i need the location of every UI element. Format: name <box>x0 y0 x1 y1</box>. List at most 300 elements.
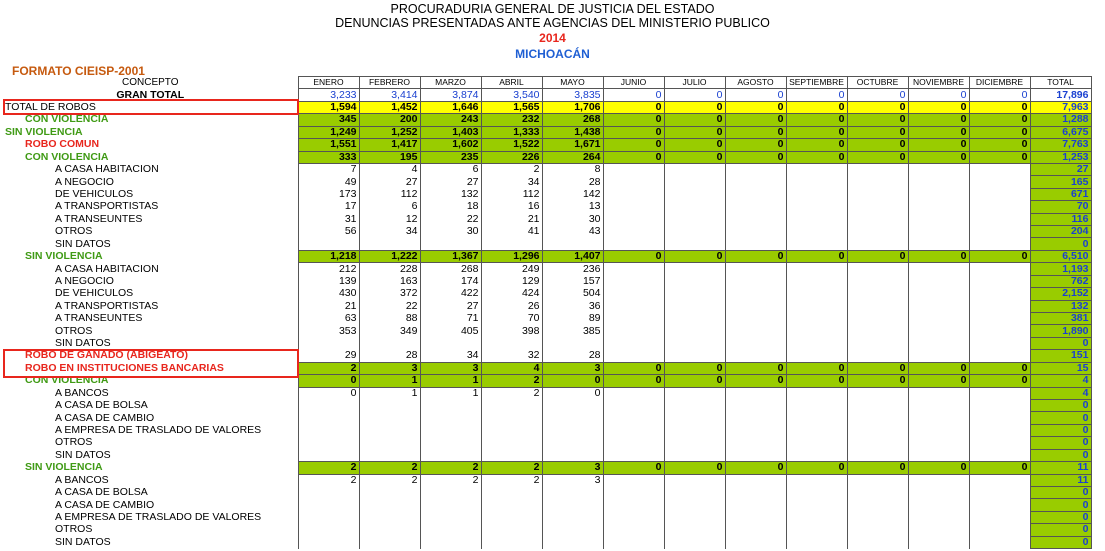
table-row <box>3 474 1091 486</box>
value-cell: 2 <box>298 462 359 474</box>
value-cell: 157 <box>542 275 603 287</box>
value-cell: 0 <box>603 114 664 126</box>
total-cell: 11 <box>1030 462 1091 474</box>
value-cell <box>664 437 725 449</box>
value-cell: 0 <box>725 462 786 474</box>
value-cell: 0 <box>603 89 664 101</box>
value-cell: 27 <box>359 176 420 188</box>
value-cell <box>969 325 1030 337</box>
value-cell <box>908 337 969 349</box>
value-cell <box>786 263 847 275</box>
value-cell: 0 <box>847 462 908 474</box>
value-cell <box>908 486 969 498</box>
value-cell <box>908 263 969 275</box>
value-cell <box>481 437 542 449</box>
value-cell: 0 <box>542 375 603 387</box>
value-cell: 0 <box>847 151 908 163</box>
value-cell <box>786 437 847 449</box>
value-cell: 27 <box>420 176 481 188</box>
value-cell: 173 <box>298 188 359 200</box>
value-cell <box>420 499 481 511</box>
value-cell: 0 <box>847 89 908 101</box>
value-cell <box>481 486 542 498</box>
table-row <box>3 213 1091 225</box>
value-cell <box>603 288 664 300</box>
table-row <box>3 238 1091 250</box>
value-cell <box>786 474 847 486</box>
row-label: TOTAL DE ROBOS <box>3 101 298 113</box>
value-cell: 34 <box>359 226 420 238</box>
value-cell <box>603 511 664 523</box>
value-cell: 31 <box>298 213 359 225</box>
value-cell <box>725 263 786 275</box>
value-cell <box>664 399 725 411</box>
row-label: ROBO COMUN <box>3 139 298 151</box>
value-cell: 0 <box>298 375 359 387</box>
total-cell: 132 <box>1030 300 1091 312</box>
value-cell <box>481 424 542 436</box>
row-label: SIN DATOS <box>3 238 298 250</box>
value-cell: 0 <box>908 250 969 262</box>
value-cell: 0 <box>542 387 603 399</box>
value-cell: 353 <box>298 325 359 337</box>
highlight-ganado-bancarias <box>3 349 299 378</box>
value-cell: 0 <box>786 126 847 138</box>
value-cell <box>847 511 908 523</box>
value-cell: 0 <box>664 250 725 262</box>
header-row <box>3 77 1091 89</box>
value-cell <box>542 424 603 436</box>
value-cell <box>542 524 603 536</box>
value-cell <box>664 524 725 536</box>
value-cell: 2 <box>359 462 420 474</box>
value-cell: 0 <box>969 114 1030 126</box>
value-cell <box>664 275 725 287</box>
table-row <box>3 188 1091 200</box>
total-cell: 11 <box>1030 474 1091 486</box>
value-cell <box>725 275 786 287</box>
value-cell: 0 <box>603 375 664 387</box>
table-row <box>3 449 1091 461</box>
table-row <box>3 300 1091 312</box>
row-label: A EMPRESA DE TRASLADO DE VALORES <box>3 424 298 436</box>
value-cell: 12 <box>359 213 420 225</box>
value-cell: 27 <box>420 300 481 312</box>
value-cell <box>664 213 725 225</box>
value-cell: 63 <box>298 313 359 325</box>
value-cell <box>908 300 969 312</box>
value-cell: 0 <box>603 151 664 163</box>
value-cell <box>420 449 481 461</box>
value-cell <box>908 399 969 411</box>
value-cell <box>664 499 725 511</box>
column-header: MAYO <box>542 77 603 89</box>
value-cell <box>603 486 664 498</box>
value-cell: 1,438 <box>542 126 603 138</box>
table-row <box>3 337 1091 349</box>
value-cell <box>359 437 420 449</box>
value-cell <box>969 213 1030 225</box>
value-cell: 2 <box>420 474 481 486</box>
value-cell <box>664 188 725 200</box>
value-cell: 7 <box>298 163 359 175</box>
value-cell <box>481 524 542 536</box>
value-cell: 0 <box>847 375 908 387</box>
value-cell: 1,565 <box>481 101 542 113</box>
value-cell: 504 <box>542 288 603 300</box>
value-cell: 1,252 <box>359 126 420 138</box>
report-year: 2014 <box>539 31 566 45</box>
value-cell <box>786 449 847 461</box>
row-label: A CASA HABITACION <box>3 263 298 275</box>
value-cell: 1,417 <box>359 139 420 151</box>
total-cell: 1,193 <box>1030 263 1091 275</box>
value-cell: 268 <box>420 263 481 275</box>
value-cell <box>786 536 847 548</box>
value-cell: 1,522 <box>481 139 542 151</box>
value-cell: 28 <box>542 350 603 362</box>
value-cell: 30 <box>542 213 603 225</box>
value-cell: 0 <box>847 250 908 262</box>
value-cell: 41 <box>481 226 542 238</box>
value-cell: 1,551 <box>298 139 359 151</box>
value-cell <box>725 486 786 498</box>
value-cell <box>725 474 786 486</box>
value-cell <box>420 399 481 411</box>
value-cell: 2 <box>481 474 542 486</box>
value-cell: 1 <box>359 387 420 399</box>
table-row <box>3 462 1091 474</box>
row-label: OTROS <box>3 524 298 536</box>
value-cell <box>603 213 664 225</box>
value-cell <box>969 399 1030 411</box>
value-cell: 0 <box>847 362 908 374</box>
total-cell: 0 <box>1030 412 1091 424</box>
value-cell <box>420 536 481 548</box>
value-cell <box>725 536 786 548</box>
value-cell: 139 <box>298 275 359 287</box>
total-cell: 1,288 <box>1030 114 1091 126</box>
value-cell: 372 <box>359 288 420 300</box>
value-cell: 34 <box>420 350 481 362</box>
value-cell <box>847 226 908 238</box>
value-cell: 4 <box>481 362 542 374</box>
value-cell: 0 <box>786 362 847 374</box>
value-cell: 174 <box>420 275 481 287</box>
value-cell: 8 <box>542 163 603 175</box>
value-cell: 1,222 <box>359 250 420 262</box>
value-cell: 0 <box>908 462 969 474</box>
table-row <box>3 499 1091 511</box>
value-cell <box>847 300 908 312</box>
value-cell <box>725 176 786 188</box>
value-cell: 385 <box>542 325 603 337</box>
value-cell <box>664 424 725 436</box>
value-cell: 0 <box>725 126 786 138</box>
value-cell: 0 <box>969 375 1030 387</box>
value-cell: 228 <box>359 263 420 275</box>
value-cell: 3 <box>420 362 481 374</box>
value-cell <box>847 399 908 411</box>
value-cell <box>542 536 603 548</box>
highlight-total-robos <box>3 99 299 115</box>
value-cell: 18 <box>420 201 481 213</box>
value-cell <box>969 387 1030 399</box>
value-cell: 226 <box>481 151 542 163</box>
value-cell <box>786 511 847 523</box>
value-cell: 0 <box>725 250 786 262</box>
value-cell: 71 <box>420 313 481 325</box>
value-cell: 0 <box>969 362 1030 374</box>
value-cell: 236 <box>542 263 603 275</box>
value-cell <box>847 486 908 498</box>
value-cell <box>908 188 969 200</box>
value-cell <box>664 176 725 188</box>
value-cell: 0 <box>847 126 908 138</box>
value-cell: 0 <box>603 250 664 262</box>
value-cell <box>725 387 786 399</box>
value-cell: 4 <box>359 163 420 175</box>
row-label: OTROS <box>3 437 298 449</box>
column-header: AGOSTO <box>725 77 786 89</box>
value-cell: 243 <box>420 114 481 126</box>
value-cell <box>786 524 847 536</box>
value-cell <box>786 300 847 312</box>
column-header: JULIO <box>664 77 725 89</box>
total-cell: 671 <box>1030 188 1091 200</box>
value-cell: 132 <box>420 188 481 200</box>
value-cell <box>664 412 725 424</box>
total-cell: 70 <box>1030 201 1091 213</box>
total-cell: 1,890 <box>1030 325 1091 337</box>
value-cell: 1 <box>359 375 420 387</box>
value-cell: 0 <box>664 462 725 474</box>
value-cell <box>359 449 420 461</box>
value-cell <box>969 350 1030 362</box>
total-cell: 0 <box>1030 486 1091 498</box>
value-cell <box>725 499 786 511</box>
table-row <box>3 176 1091 188</box>
row-label: SIN DATOS <box>3 337 298 349</box>
value-cell: 1,218 <box>298 250 359 262</box>
value-cell: 0 <box>786 250 847 262</box>
table-row <box>3 511 1091 523</box>
value-cell <box>908 524 969 536</box>
value-cell: 0 <box>969 151 1030 163</box>
value-cell: 163 <box>359 275 420 287</box>
value-cell <box>969 524 1030 536</box>
value-cell <box>725 238 786 250</box>
table-row <box>3 288 1091 300</box>
value-cell <box>603 449 664 461</box>
value-cell: 1,646 <box>420 101 481 113</box>
value-cell: 349 <box>359 325 420 337</box>
value-cell <box>542 399 603 411</box>
value-cell <box>664 300 725 312</box>
value-cell <box>908 275 969 287</box>
value-cell <box>847 163 908 175</box>
table-row <box>3 151 1091 163</box>
value-cell <box>725 412 786 424</box>
value-cell: 0 <box>786 114 847 126</box>
value-cell: 1,602 <box>420 139 481 151</box>
value-cell <box>969 337 1030 349</box>
value-cell <box>725 213 786 225</box>
value-cell: 26 <box>481 300 542 312</box>
value-cell <box>603 499 664 511</box>
value-cell <box>420 511 481 523</box>
value-cell: 1 <box>420 387 481 399</box>
value-cell <box>847 288 908 300</box>
value-cell: 232 <box>481 114 542 126</box>
value-cell: 2 <box>481 163 542 175</box>
column-header: DICIEMBRE <box>969 77 1030 89</box>
value-cell <box>359 238 420 250</box>
value-cell: 34 <box>481 176 542 188</box>
value-cell: 0 <box>298 387 359 399</box>
value-cell: 1,367 <box>420 250 481 262</box>
value-cell <box>359 486 420 498</box>
value-cell <box>664 449 725 461</box>
value-cell <box>298 238 359 250</box>
total-cell: 151 <box>1030 350 1091 362</box>
value-cell <box>847 275 908 287</box>
value-cell <box>969 474 1030 486</box>
value-cell <box>969 300 1030 312</box>
value-cell <box>359 337 420 349</box>
value-cell: 22 <box>420 213 481 225</box>
value-cell <box>969 511 1030 523</box>
value-cell <box>847 337 908 349</box>
value-cell <box>786 350 847 362</box>
value-cell: 405 <box>420 325 481 337</box>
value-cell: 0 <box>664 139 725 151</box>
value-cell <box>969 163 1030 175</box>
value-cell <box>847 499 908 511</box>
value-cell <box>725 449 786 461</box>
value-cell <box>969 437 1030 449</box>
value-cell <box>664 486 725 498</box>
value-cell: 22 <box>359 300 420 312</box>
value-cell <box>725 437 786 449</box>
total-cell: 381 <box>1030 313 1091 325</box>
value-cell: 249 <box>481 263 542 275</box>
value-cell: 268 <box>542 114 603 126</box>
row-label: A BANCOS <box>3 474 298 486</box>
value-cell <box>908 474 969 486</box>
row-label: A CASA DE BOLSA <box>3 399 298 411</box>
table-row <box>3 201 1091 213</box>
value-cell <box>664 511 725 523</box>
row-label: CON VIOLENCIA <box>3 114 298 126</box>
row-label: A TRANSPORTISTAS <box>3 201 298 213</box>
value-cell <box>786 412 847 424</box>
value-cell: 0 <box>725 375 786 387</box>
value-cell <box>603 238 664 250</box>
value-cell: 89 <box>542 313 603 325</box>
value-cell: 88 <box>359 313 420 325</box>
value-cell <box>786 313 847 325</box>
value-cell <box>908 288 969 300</box>
row-label: A CASA DE CAMBIO <box>3 412 298 424</box>
value-cell <box>908 536 969 548</box>
value-cell: 0 <box>664 151 725 163</box>
total-cell: 0 <box>1030 238 1091 250</box>
value-cell <box>603 325 664 337</box>
format-label: FORMATO CIEISP-2001 <box>12 64 145 78</box>
value-cell <box>969 449 1030 461</box>
value-cell <box>420 437 481 449</box>
value-cell <box>664 238 725 250</box>
table-row <box>3 412 1091 424</box>
value-cell <box>786 288 847 300</box>
table-row <box>3 524 1091 536</box>
total-cell: 6,675 <box>1030 126 1091 138</box>
value-cell <box>542 238 603 250</box>
value-cell <box>664 163 725 175</box>
value-cell <box>725 325 786 337</box>
value-cell: 0 <box>603 362 664 374</box>
value-cell <box>359 399 420 411</box>
value-cell: 1 <box>420 375 481 387</box>
value-cell <box>542 486 603 498</box>
value-cell: 17 <box>298 201 359 213</box>
value-cell: 49 <box>298 176 359 188</box>
total-cell: 0 <box>1030 536 1091 548</box>
value-cell: 0 <box>664 362 725 374</box>
value-cell: 0 <box>664 114 725 126</box>
value-cell <box>908 313 969 325</box>
value-cell <box>359 499 420 511</box>
value-cell: 264 <box>542 151 603 163</box>
value-cell <box>786 188 847 200</box>
value-cell <box>969 412 1030 424</box>
value-cell <box>481 337 542 349</box>
value-cell: 0 <box>969 250 1030 262</box>
value-cell <box>969 313 1030 325</box>
total-cell: 15 <box>1030 362 1091 374</box>
value-cell: 0 <box>725 151 786 163</box>
value-cell: 2 <box>481 387 542 399</box>
value-cell <box>847 449 908 461</box>
value-cell <box>420 337 481 349</box>
value-cell <box>420 238 481 250</box>
value-cell: 0 <box>908 114 969 126</box>
value-cell: 1,706 <box>542 101 603 113</box>
value-cell: 3 <box>542 462 603 474</box>
value-cell: 422 <box>420 288 481 300</box>
value-cell: 3 <box>542 362 603 374</box>
value-cell <box>542 499 603 511</box>
value-cell <box>603 412 664 424</box>
total-cell: 0 <box>1030 399 1091 411</box>
table-row <box>3 313 1091 325</box>
total-cell: 7,763 <box>1030 139 1091 151</box>
row-label: OTROS <box>3 325 298 337</box>
total-cell: 0 <box>1030 499 1091 511</box>
value-cell: 0 <box>786 151 847 163</box>
total-cell: 0 <box>1030 524 1091 536</box>
value-cell <box>847 524 908 536</box>
table-row <box>3 387 1091 399</box>
value-cell: 13 <box>542 201 603 213</box>
table-row <box>3 139 1091 151</box>
value-cell <box>786 499 847 511</box>
value-cell <box>847 238 908 250</box>
value-cell: 0 <box>603 101 664 113</box>
total-cell: 0 <box>1030 511 1091 523</box>
value-cell <box>481 536 542 548</box>
